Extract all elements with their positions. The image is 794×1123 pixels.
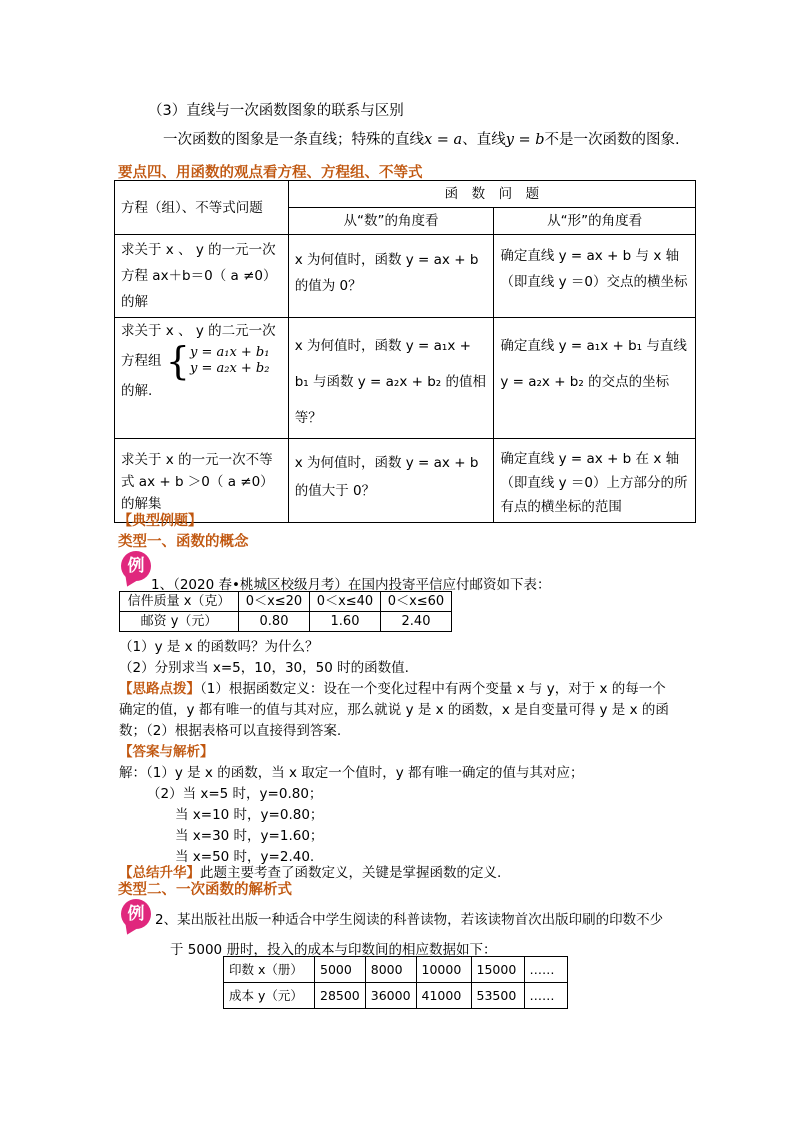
type1-title: 类型一、函数的概念: [118, 534, 249, 550]
answer-line4: 当 x=30 时，y=1.60；: [175, 828, 324, 844]
left-brace-icon: {: [165, 339, 190, 383]
example-badge-icon: 例: [121, 899, 151, 929]
print-header-cell: 15000: [471, 957, 524, 983]
example1-hint-line3: 数；（2）根据表格可以直接得到答案.: [119, 723, 342, 739]
table-row3-number-view: x 为何值时，函数 y = ax + b 的值大于 0？: [288, 439, 494, 523]
section3-sep: 、直线: [462, 132, 506, 148]
answer-line3: 当 x=10 时，y=0.80；: [175, 807, 324, 823]
example1-hint-line2: 确定的值，y 都有唯一的值与其对应，那么就说 y 是 x 的函数，x 是自变量可得 y 是 x 的函: [119, 702, 669, 718]
system-equation-1: y = a₁x + b₁: [189, 345, 270, 360]
table-row2-question: [115, 318, 289, 439]
table-row2-question-post: 的解.: [121, 383, 153, 399]
section3-text-pre: 一次函数的图象是一条直线；特殊的直线: [163, 132, 424, 148]
example1-hint-line1: [119, 677, 666, 697]
answer-line5: 当 x=50 时，y=2.40.: [175, 849, 315, 865]
postage-cell: 1.60: [310, 612, 381, 632]
table-row2-shape-view: 确定直线 y = a₁x + b₁ 与直线 y = a₂x + b₂ 的交点的坐标: [494, 318, 696, 439]
summary-text: 此题主要考查了函数定义，关键是掌握函数的定义.: [200, 865, 502, 881]
section3-text-post: 不是一次函数的图象.: [544, 132, 680, 148]
print-cell: 36000: [365, 983, 416, 1009]
print-cell: 53500: [471, 983, 524, 1009]
table-row2-number-view: x 为何值时，函数 y = a₁x + b₁ 与函数 y = a₂x + b₂ 的值相等？: [288, 318, 494, 439]
typical-examples-title: 【典型例题】: [118, 513, 202, 529]
postage-table: [119, 591, 452, 632]
table-header-col1: 方程（组）、不等式问题: [115, 181, 289, 235]
print-cell: 28500: [315, 983, 366, 1009]
print-cell: 成本 y（元）: [224, 983, 315, 1009]
print-header-cell: 8000: [365, 957, 416, 983]
postage-cell: 2.40: [381, 612, 452, 632]
keypoint4-title: 要点四、用函数的观点看方程、方程组、不等式: [118, 165, 423, 181]
equation-y-eq-b: y = b: [505, 132, 545, 148]
hint-text-1: （1）根据函数定义：设在一个变化过程中有两个变量 x 与 y，对于 x 的每一个: [200, 681, 666, 697]
print-header-cell: 10000: [416, 957, 471, 983]
postage-cell: 0.80: [239, 612, 310, 632]
table-header-col3: 从“形”的角度看: [494, 208, 696, 235]
example1-stem: 1、（2020 春•桃城区校级月考）在国内投寄平信应付邮资如下表：: [151, 577, 551, 593]
system-equation-2: y = a₂x + b₂: [189, 361, 270, 376]
answer-line2: （2）当 x=5 时，y=0.80；: [147, 786, 323, 802]
example2-stem-line1: 2、某出版社出版一种适合中学生阅读的科普读物，若该读物首次出版印刷的印数不少: [155, 912, 664, 928]
example1-q2: （2）分别求当 x=5，10，30，50 时的函数值.: [119, 660, 409, 676]
type2-title: 类型二、一次函数的解析式: [118, 882, 292, 898]
hint-tag: 【思路点拨】: [119, 681, 200, 697]
print-header-cell: 5000: [315, 957, 366, 983]
summary-tag: 【总结升华】: [119, 865, 200, 881]
section3-title: （3）直线与一次函数图象的联系与区别: [148, 103, 404, 119]
print-header-cell: 印数 x（册）: [224, 957, 315, 983]
answer-line1: 解：（1）y 是 x 的函数，当 x 取定一个值时，y 都有唯一确定的值与其对应；: [119, 765, 584, 781]
postage-header-cell: 0＜x≤60: [381, 592, 452, 612]
function-equation-table: [114, 180, 696, 523]
postage-header-cell: 信件质量 x（克）: [120, 592, 239, 612]
postage-header-cell: 0＜x≤40: [310, 592, 381, 612]
section3-body: [163, 128, 680, 149]
print-header-cell: ……: [524, 957, 567, 983]
example-badge-icon: 例: [121, 551, 151, 581]
table-row2-question-pre: 求关于 x 、 y 的二元一次方程组: [121, 323, 276, 369]
table-row1-shape-view: 确定直线 y = ax + b 与 x 轴（即直线 y ＝0）交点的横坐标: [494, 235, 696, 318]
equation-system: [165, 339, 270, 383]
table-row1-number-view: x 为何值时，函数 y = ax + b 的值为 0？: [288, 235, 494, 318]
postage-cell: 邮资 y（元）: [120, 612, 239, 632]
table-row3-shape-view: 确定直线 y = ax + b 在 x 轴（即直线 y ＝0）上方部分的所有点的横坐标的范围: [494, 439, 696, 523]
print-cost-table: [223, 956, 568, 1009]
example1-q1: （1）y 是 x 的函数吗？为什么？: [119, 639, 319, 655]
example2-stem-line2: 于 5000 册时，投入的成本与印数间的相应数据如下：: [170, 942, 497, 958]
print-cell: 41000: [416, 983, 471, 1009]
table-row1-question: 求关于 x 、 y 的一元一次方程 ax＋b＝0（ a ≠0）的解: [115, 235, 289, 318]
print-cell: ……: [524, 983, 567, 1009]
postage-header-cell: 0＜x≤20: [239, 592, 310, 612]
answer-tag: 【答案与解析】: [119, 744, 214, 760]
equation-system-lines: [190, 345, 270, 377]
table-header-col2: 从“数”的角度看: [288, 208, 494, 235]
table-row3-question: 求关于 x 的一元一次不等式 ax + b ＞0（ a ≠0）的解集: [115, 439, 289, 523]
equation-x-eq-a: x = a: [424, 132, 463, 148]
table-header-group: 函 数 问 题: [288, 181, 695, 208]
